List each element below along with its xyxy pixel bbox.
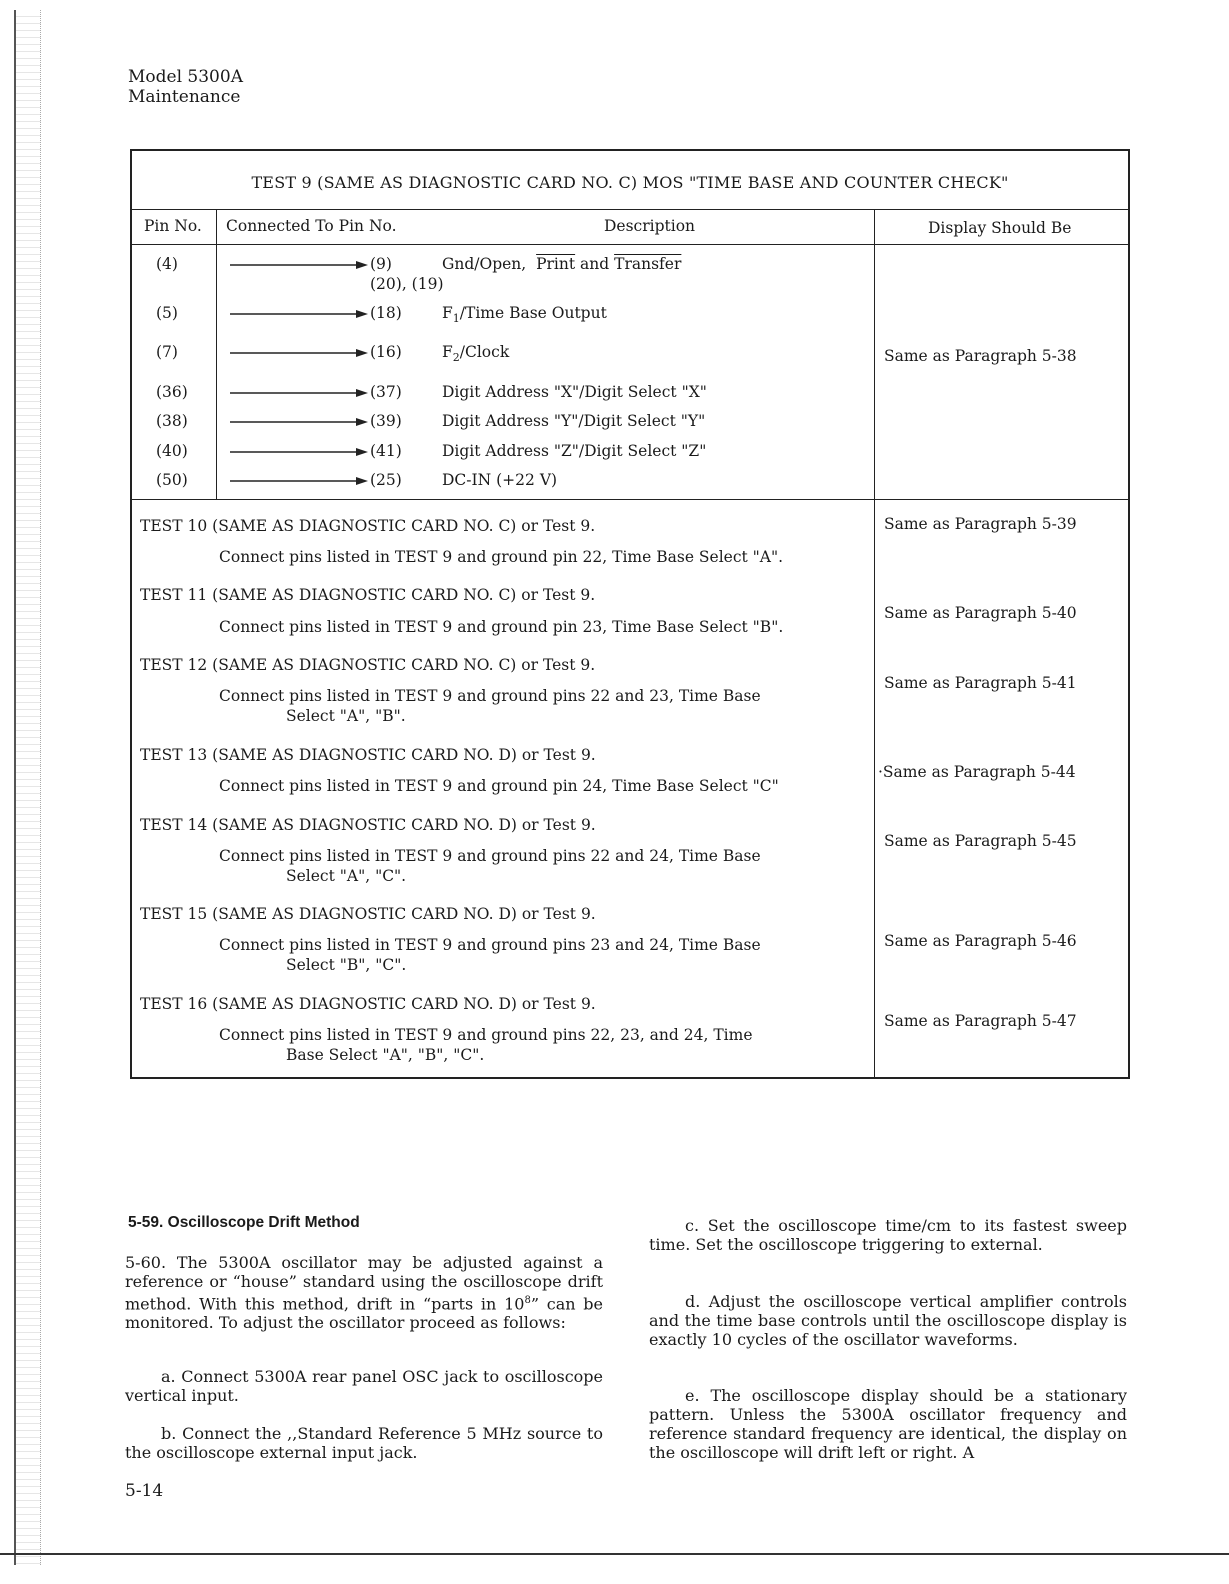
test13-head: TEST 13 (SAME AS DIAGNOSTIC CARD NO. D) or Test 9. xyxy=(140,746,596,764)
col-pin: Pin No. xyxy=(144,217,202,235)
test9-bottom-divider xyxy=(132,499,1128,500)
display-test14: Same as Paragraph 5-45 xyxy=(884,832,1077,850)
page-binding-edge xyxy=(14,10,41,1565)
test16-head: TEST 16 (SAME AS DIAGNOSTIC CARD NO. D) or Test 9. xyxy=(140,995,596,1013)
step-b: b. Connect the ,,Standard Reference 5 MHz source to the oscilloscope external input jack. xyxy=(125,1424,603,1462)
to-pin: (41) xyxy=(370,442,402,460)
desc-text: /Clock xyxy=(459,343,510,361)
pin-number: (5) xyxy=(156,304,178,322)
test10-line1: Connect pins listed in TEST 9 and ground pin 22, Time Base Select "A". xyxy=(219,548,784,566)
pin-row xyxy=(132,304,1128,326)
pin-description: Digit Address "Z"/Digit Select "Z" xyxy=(442,442,707,460)
arrow-icon xyxy=(230,445,368,459)
test15-line1: Connect pins listed in TEST 9 and ground pins 23 and 24, Time Base xyxy=(219,936,761,954)
arrow-icon xyxy=(230,415,368,429)
pin-description: DC-IN (+22 V) xyxy=(442,471,558,489)
header-model: Model 5300A xyxy=(128,67,243,87)
test11-body xyxy=(219,617,879,637)
test10-head: TEST 10 (SAME AS DIAGNOSTIC CARD NO. C) or Test 9. xyxy=(140,517,596,535)
desc-text: and xyxy=(575,255,615,273)
test14-line1: Connect pins listed in TEST 9 and ground pins 22 and 24, Time Base xyxy=(219,847,761,865)
desc-overline-print: Print xyxy=(536,255,576,273)
test12-line2: Select "A", "B". xyxy=(286,707,406,725)
to-pin: (18) xyxy=(370,304,402,322)
step-a: a. Connect 5300A rear panel OSC jack to oscilloscope vertical input. xyxy=(125,1367,603,1405)
test14-line2: Select "A", "C". xyxy=(286,867,407,885)
paragraph-text: 5-60. The 5300A oscillator may be adjusted against a reference or “house” standard using the oscilloscope drift method. With this method, drift in “parts in 10 xyxy=(125,1253,603,1314)
desc-text: F xyxy=(442,343,453,361)
arrow-icon xyxy=(230,307,368,321)
test12-line1: Connect pins listed in TEST 9 and ground pins 22 and 23, Time Base xyxy=(219,687,761,705)
header-section: Maintenance xyxy=(128,87,241,107)
pin-row xyxy=(132,442,1128,464)
pin-number: (7) xyxy=(156,343,178,361)
pin-number: (40) xyxy=(156,442,188,460)
test-table xyxy=(130,149,1130,1079)
display-test9: Same as Paragraph 5-38 xyxy=(884,347,1077,365)
step-e: e. The oscilloscope display should be a stationary pattern. Unless the 5300A oscillator frequency and reference standard frequency are identical, the display on the oscilloscope will drift left or right. A xyxy=(649,1386,1127,1462)
test16-line2: Base Select "A", "B", "C". xyxy=(286,1046,485,1064)
test12-head: TEST 12 (SAME AS DIAGNOSTIC CARD NO. C) or Test 9. xyxy=(140,656,596,674)
to-pin: (39) xyxy=(370,412,402,430)
display-test13: ·Same as Paragraph 5-44 xyxy=(878,763,1076,781)
col-connected: Connected To Pin No. xyxy=(226,217,397,235)
running-header xyxy=(128,67,243,107)
arrow-icon xyxy=(230,346,368,360)
desc-text: F xyxy=(442,304,453,322)
arrow-icon xyxy=(230,474,368,488)
arrow-icon xyxy=(230,386,368,400)
page-number: 5-14 xyxy=(125,1481,164,1501)
section-heading: 5-59. Oscilloscope Drift Method xyxy=(128,1214,360,1231)
desc-subscript: 1 xyxy=(452,312,460,326)
desc-overline-transfer: Transfer xyxy=(614,255,682,273)
col-display: Display Should Be xyxy=(928,219,1072,237)
pin-number: (50) xyxy=(156,471,188,489)
pin-row xyxy=(132,412,1128,434)
pin-description xyxy=(442,255,681,273)
header-divider xyxy=(132,244,1128,245)
pin-description: Digit Address "Y"/Digit Select "Y" xyxy=(442,412,706,430)
test16-line1: Connect pins listed in TEST 9 and ground pins 22, 23, and 24, Time xyxy=(219,1026,753,1044)
exponent: 8 xyxy=(524,1295,531,1306)
test13-line1: Connect pins listed in TEST 9 and ground pin 24, Time Base Select "C" xyxy=(219,777,779,795)
test16-body xyxy=(219,1025,879,1065)
pin-row xyxy=(132,383,1128,405)
table-title: TEST 9 (SAME AS DIAGNOSTIC CARD NO. C) MOS "TIME BASE AND COUNTER CHECK" xyxy=(251,173,1009,192)
extra-pins: (20), (19) xyxy=(370,275,444,293)
test11-line1: Connect pins listed in TEST 9 and ground pin 23, Time Base Select "B". xyxy=(219,618,784,636)
test12-body xyxy=(219,686,879,726)
test15-head: TEST 15 (SAME AS DIAGNOSTIC CARD NO. D) or Test 9. xyxy=(140,905,596,923)
test14-head: TEST 14 (SAME AS DIAGNOSTIC CARD NO. D) or Test 9. xyxy=(140,816,596,834)
step-d: d. Adjust the oscilloscope vertical amplifier controls and the time base controls until the oscilloscope display is exactly 10 cycles of the oscillator waveforms. xyxy=(649,1292,1127,1349)
footer-rule xyxy=(0,1553,1229,1555)
col-description: Description xyxy=(604,217,696,235)
test15-line2: Select "B", "C". xyxy=(286,956,407,974)
paragraph-5-60 xyxy=(125,1253,603,1332)
display-test12: Same as Paragraph 5-41 xyxy=(884,674,1077,692)
test13-body xyxy=(219,776,879,796)
pin-number: (36) xyxy=(156,383,188,401)
pin-description xyxy=(442,304,607,325)
title-divider xyxy=(132,209,1128,210)
display-test16: Same as Paragraph 5-47 xyxy=(884,1012,1077,1030)
pin-row xyxy=(132,255,1128,277)
to-pin: (25) xyxy=(370,471,402,489)
desc-text: Gnd/Open, xyxy=(442,255,527,273)
pin-row xyxy=(132,471,1128,493)
test15-body xyxy=(219,935,879,975)
to-pin: (37) xyxy=(370,383,402,401)
pin-number: (38) xyxy=(156,412,188,430)
paragraph-text: ” can be monitored. To adjust the oscillator proceed as follows: xyxy=(125,1294,603,1333)
display-test15: Same as Paragraph 5-46 xyxy=(884,932,1077,950)
arrow-icon xyxy=(230,258,368,272)
display-test10: Same as Paragraph 5-39 xyxy=(884,515,1077,533)
pin-description: Digit Address "X"/Digit Select "X" xyxy=(442,383,707,401)
to-pin: (16) xyxy=(370,343,402,361)
pin-description xyxy=(442,343,509,364)
test14-body xyxy=(219,846,879,886)
desc-text: /Time Base Output xyxy=(459,304,607,322)
display-test11: Same as Paragraph 5-40 xyxy=(884,604,1077,622)
step-c: c. Set the oscilloscope time/cm to its fastest sweep time. Set the oscilloscope triggering to external. xyxy=(649,1216,1127,1254)
pin-number: (4) xyxy=(156,255,178,273)
desc-subscript: 2 xyxy=(452,351,460,365)
to-pin: (9) xyxy=(370,255,392,273)
test11-head: TEST 11 (SAME AS DIAGNOSTIC CARD NO. C) or Test 9. xyxy=(140,586,596,604)
test10-body xyxy=(219,547,879,567)
